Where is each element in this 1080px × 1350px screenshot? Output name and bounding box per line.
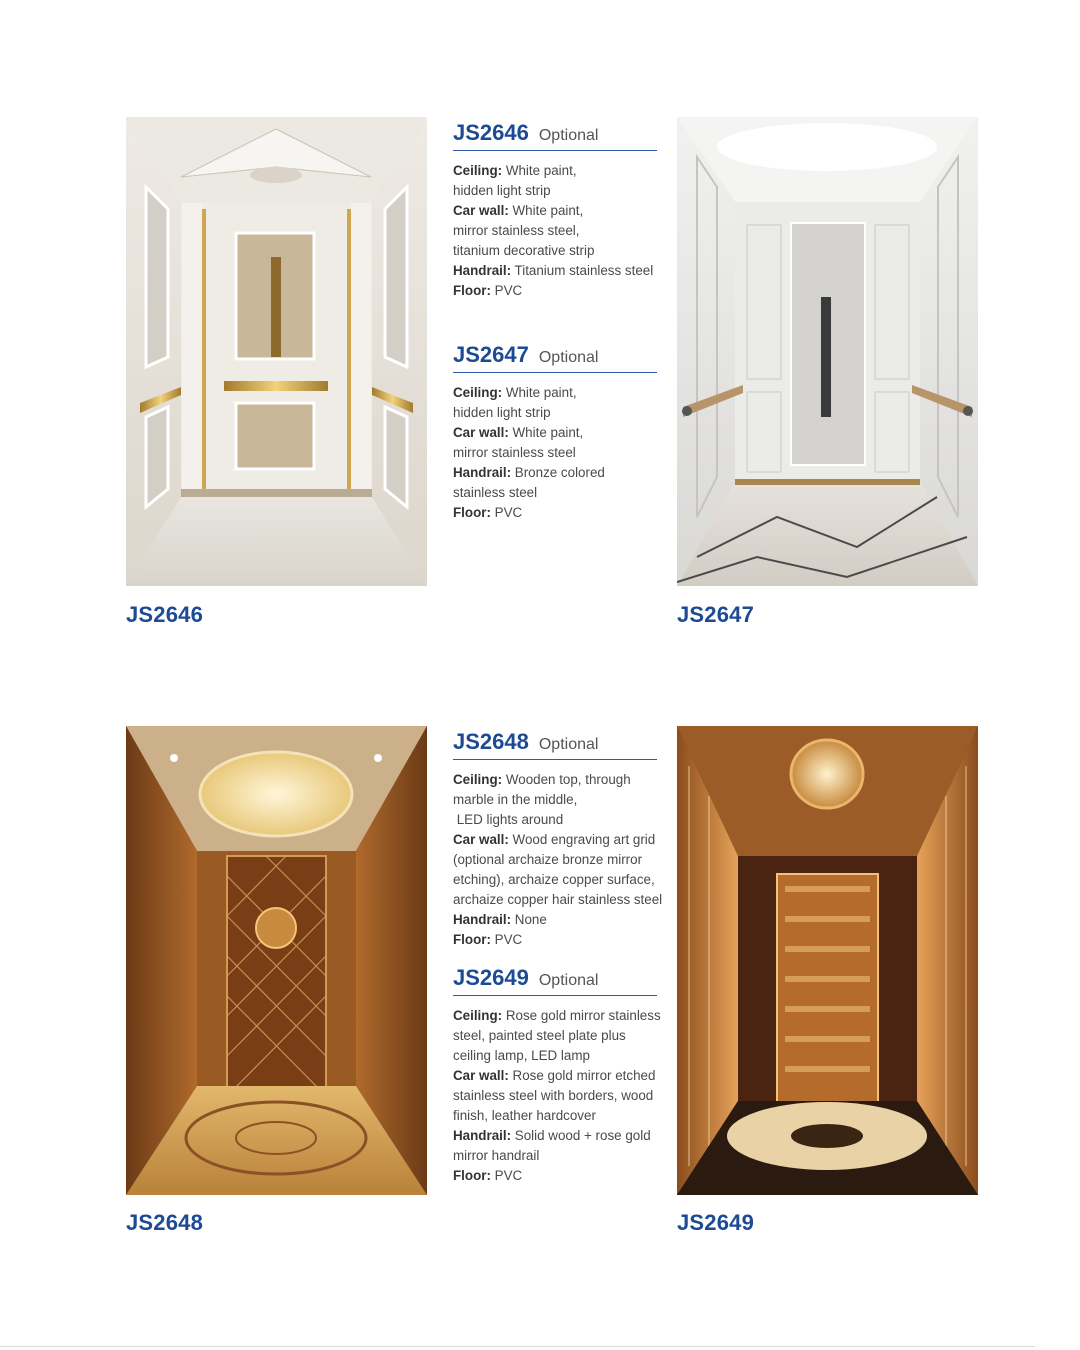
spec-ceiling (453, 383, 668, 403)
spec-value: Titanium stainless steel (514, 263, 654, 278)
optional-label: Optional (538, 736, 599, 753)
spec-value: Solid wood + rose gold (514, 1128, 651, 1143)
spec-list (453, 1006, 668, 1186)
spec-value: stainless steel (453, 485, 538, 500)
spec-block-js2648 (453, 729, 668, 950)
optional-label: Optional (538, 349, 599, 366)
spec-value: mirror stainless steel, (453, 223, 580, 238)
optional-label: Optional (538, 127, 599, 144)
spec-header (453, 120, 657, 151)
spec-value: White paint, (505, 163, 577, 178)
product-code: JS2648 (453, 729, 529, 754)
spec-label: Car wall: (453, 203, 509, 218)
spec-list (453, 770, 668, 950)
spec-handrail (453, 463, 668, 483)
spec-car-wall (453, 423, 668, 443)
spec-value: steel, painted steel plate plus (453, 1028, 626, 1043)
spec-value: White paint, (512, 203, 584, 218)
spec-block-js2647 (453, 342, 668, 523)
spec-value: None (514, 912, 547, 927)
spec-label: Ceiling: (453, 163, 503, 178)
elevator-photo-js2649 (677, 726, 978, 1195)
spec-label: Floor: (453, 283, 491, 298)
spec-handrail (453, 910, 668, 930)
spec-value: PVC (494, 505, 523, 520)
spec-label: Floor: (453, 932, 491, 947)
spec-label: Car wall: (453, 1068, 509, 1083)
spec-handrail (453, 1126, 668, 1146)
spec-list (453, 383, 668, 523)
spec-value: (optional archaize bronze mirror (453, 852, 643, 867)
spec-value: etching), archaize copper surface, (453, 872, 655, 887)
spec-car-wall (453, 1066, 668, 1086)
spec-value: White paint, (505, 385, 577, 400)
spec-value: Rose gold mirror stainless (505, 1008, 661, 1023)
spec-value: ceiling lamp, LED lamp (453, 1048, 590, 1063)
spec-ceiling (453, 161, 668, 181)
spec-block-js2649 (453, 965, 668, 1186)
caption-js2646: JS2646 (126, 602, 204, 627)
product-code: JS2646 (453, 120, 529, 145)
spec-label: Floor: (453, 505, 491, 520)
spec-car-wall (453, 830, 668, 850)
spec-value: stainless steel with borders, wood (453, 1088, 654, 1103)
spec-floor (453, 503, 668, 523)
spec-value: Bronze colored (514, 465, 605, 480)
spec-value: Wood engraving art grid (512, 832, 656, 847)
caption-js2648: JS2648 (126, 1210, 204, 1235)
spec-header (453, 729, 657, 760)
spec-label: Floor: (453, 1168, 491, 1183)
spec-value: mirror handrail (453, 1148, 540, 1163)
product-code: JS2649 (453, 965, 529, 990)
spec-header (453, 965, 657, 996)
spec-header (453, 342, 657, 373)
caption-js2647: JS2647 (677, 602, 755, 627)
spec-label: Handrail: (453, 1128, 512, 1143)
spec-floor (453, 930, 668, 950)
spec-value: PVC (494, 932, 523, 947)
spec-value: Rose gold mirror etched (512, 1068, 656, 1083)
spec-ceiling (453, 1006, 668, 1026)
spec-car-wall (453, 201, 668, 221)
optional-label: Optional (538, 972, 599, 989)
spec-value: LED lights around (453, 812, 564, 827)
spec-handrail (453, 261, 668, 281)
spec-label: Ceiling: (453, 1008, 503, 1023)
spec-floor (453, 1166, 668, 1186)
elevator-photo-js2648 (126, 726, 427, 1195)
spec-value: archaize copper hair stainless steel (453, 892, 663, 907)
page-bottom-rule (0, 1346, 1035, 1347)
spec-list (453, 161, 668, 301)
spec-value: finish, leather hardcover (453, 1108, 596, 1123)
spec-label: Car wall: (453, 832, 509, 847)
spec-value: White paint, (512, 425, 584, 440)
spec-value: PVC (494, 1168, 523, 1183)
spec-value: Wooden top, through (505, 772, 631, 787)
product-code: JS2647 (453, 342, 529, 367)
spec-value: hidden light strip (453, 183, 551, 198)
spec-value: hidden light strip (453, 405, 551, 420)
spec-label: Handrail: (453, 912, 512, 927)
spec-label: Car wall: (453, 425, 509, 440)
spec-label: Handrail: (453, 263, 512, 278)
spec-label: Ceiling: (453, 772, 503, 787)
spec-value: PVC (494, 283, 523, 298)
elevator-photo-js2647 (677, 117, 978, 586)
spec-value: marble in the middle, (453, 792, 578, 807)
spec-value: mirror stainless steel (453, 445, 576, 460)
spec-ceiling (453, 770, 668, 790)
spec-value: titanium decorative strip (453, 243, 595, 258)
spec-label: Handrail: (453, 465, 512, 480)
elevator-photo-js2646 (126, 117, 427, 586)
spec-label: Ceiling: (453, 385, 503, 400)
caption-js2649: JS2649 (677, 1210, 755, 1235)
spec-block-js2646 (453, 120, 668, 301)
spec-floor (453, 281, 668, 301)
